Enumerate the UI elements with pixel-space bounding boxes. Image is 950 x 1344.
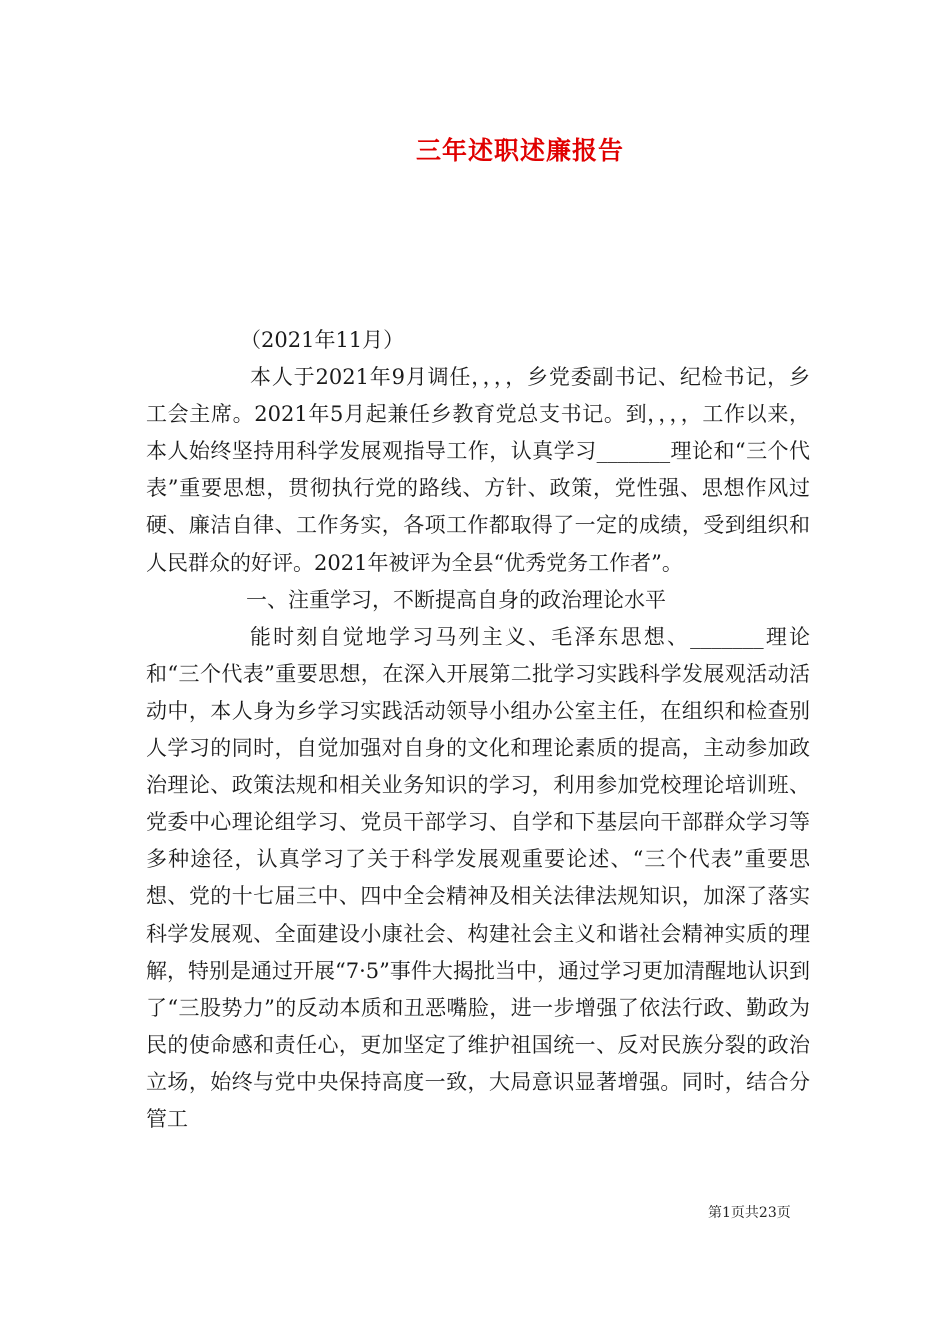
page-footer: 第1页共23页 — [708, 1205, 791, 1221]
paragraph-intro: 本人于2021年9月调任，，，，乡党委副书记、纪检书记，乡工会主席。2021年5月起兼任乡教育党总支书记。到，，，，工作以来，本人始终坚持用科学发展观指导工作，认真学习_______理论和“三个代表”重要思想，贯彻执行党的路线、方针、政策，党性强、思想作风过硬、廉洁自律、工作务实，各项工作都取得了一定的成绩，受到组织和人民群众的好评。2021年被评为全县“优秀党务工作者”。 — [146, 365, 810, 575]
document-body — [146, 322, 810, 1138]
date-line: （2021年11月） — [240, 328, 405, 352]
document-title: 三年述职述廉报告 — [415, 136, 624, 165]
section-heading-1: 一、注重学习，不断提高自身的政治理论水平 — [246, 587, 666, 612]
paragraph-study: 能时刻自觉地学习马列主义、毛泽东思想、_______理论和“三个代表”重要思想，在深入开展第二批学习实践科学发展观活动活动中，本人身为乡学习实践活动领导小组办公室主任，在组织和检查别人学习的同时，自觉加强对自身的文化和理论素质的提高，主动参加政治理论、政策法规和相关业务知识的学习，利用参加党校理论培训班、党委中心理论组学习、党员干部学习、自学和下基层向干部群众学习等多种途径，认真学习了关于科学发展观重要论述、“三个代表”重要思想、党的十七届三中、四中全会精神及相关法律法规知识，加深了落实科学发展观、全面建设小康社会、构建社会主义和谐社会精神实质的理解，特别是通过开展“7·5”事件大揭批当中，通过学习更加清醒地认识到了“三股势力”的反动本质和丑恶嘴脸，进一步增强了依法行政、勤政为民的使命感和责任心，更加坚定了维护祖国统一、反对民族分裂的政治立场，始终与党中央保持高度一致，大局意识显著增强。同时，结合分管工 — [146, 624, 810, 1131]
